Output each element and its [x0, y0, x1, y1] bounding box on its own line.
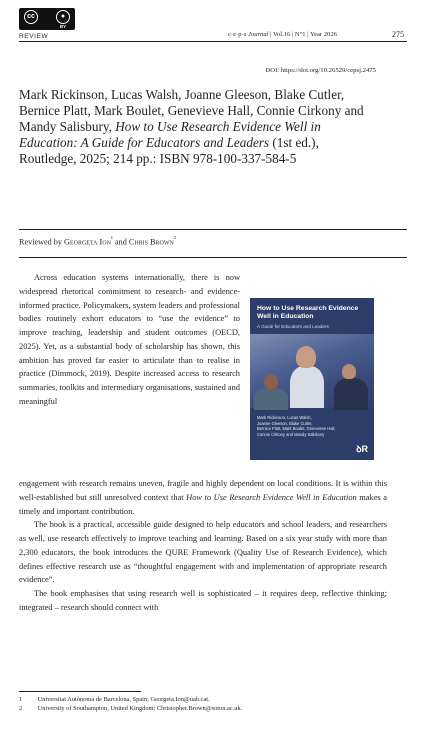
- reviewed-by-line: [19, 236, 176, 247]
- reviewers-rule: [19, 257, 407, 258]
- citation-rule: [19, 229, 407, 230]
- publisher-logo-icon: ꝺR: [356, 444, 368, 454]
- page-number: 275: [392, 30, 404, 39]
- cover-figure: [296, 346, 316, 368]
- reviewer-name: Georgeta Ion: [64, 237, 111, 247]
- footnote-number: 2: [19, 705, 23, 712]
- cover-photo: [250, 334, 374, 408]
- reviewer-name: Chris Brown: [128, 237, 174, 247]
- footnote-text[interactable]: Universitat Autònoma de Barcelona, Spain; Georgeta.Ion@uab.cat.: [37, 696, 210, 703]
- journal-running-head: [228, 31, 337, 38]
- footnote: [19, 705, 242, 712]
- footnote-mark[interactable]: ¹: [110, 236, 113, 243]
- cover-figure: [290, 366, 324, 408]
- body-full-text: [19, 477, 387, 615]
- footnote-mark[interactable]: ²: [173, 236, 176, 243]
- cover-figure: [264, 374, 278, 389]
- citation-details: (1st ed.), Routledge, 2025; 214 pp.: ISBN 978-100-337-584-5: [19, 135, 319, 166]
- paragraph: The book is a practical, accessible guide designed to help educators and school leaders, and researchers as well, use research effectively to improve teaching and learning. Based on a six year study with more than 2,300 educators, the book introduces the QURE Framework (Quality Use of Research Evidence), which defines effective research use as “thoughtful engagement with and implementation of appropriate research evidence”.: [19, 520, 387, 585]
- cover-author-line: Mark Rickinson, Lucas Walsh,: [257, 415, 312, 420]
- cover-figure: [334, 378, 368, 410]
- paragraph: The book emphasises that using research well is sophisticated – it requires deep, reflective thinking; integrated – research should connect with: [19, 589, 387, 612]
- cover-author-line: Joanne Gleeson, Blake Cutler,: [257, 420, 313, 426]
- doi-link[interactable]: DOI: https://doi.org/10.26529/cepsj.2475: [265, 67, 376, 74]
- paragraph: [19, 477, 387, 518]
- citation-title: How to Use Research Evidence Well in Education: A Guide for Educators and Leaders: [19, 119, 321, 150]
- cover-author-line: Bernice Platt, Mark Boulet, Genevieve Hall,: [257, 426, 336, 431]
- cover-title: How to Use Research Evidence Well in Education: [257, 305, 359, 320]
- journal-prefix: c·e·p·s: [228, 31, 247, 38]
- footnote-rule: [19, 691, 141, 692]
- header-rule: [19, 41, 407, 42]
- section-label: REVIEW: [19, 33, 49, 40]
- book-cover-image: [250, 298, 374, 460]
- book-citation: [19, 87, 364, 167]
- cc-by-license-badge[interactable]: [19, 8, 75, 30]
- reviewed-by-connector: and: [115, 237, 127, 247]
- cover-authors: [257, 415, 357, 437]
- paragraph-text: engagement with research remains uneven, fragile and highly dependent on local conditions. It is within this well-established but still unresolved context that: [19, 479, 387, 502]
- reviewed-by-prefix: Reviewed by: [19, 237, 62, 247]
- footnote-text[interactable]: University of Southampton, United Kingdom; Christopher.Brown@soton.ac.uk.: [37, 705, 243, 712]
- paragraph: Across education systems internationally, there is now widespread rhetorical commitment to research- and evidence-informed practice. Policymakers, system leaders and professional bodies routinely exhort educators to “use the evidence” to improve teaching, leadership and student outcomes (OECD, 2025). Yet, as a substantial body of scholarship has shown, this ambition has proved far easier to articulate than to realise in practice (Dimmock, 2019). Despite increased access to research summaries, toolkits and intermediary organisations, sustained and meaningful: [19, 273, 240, 406]
- footnote-number: 1: [19, 696, 23, 703]
- book-title-inline: How to Use Research Evidence Well in Education: [186, 492, 357, 502]
- license-badge-text: BY: [59, 24, 67, 29]
- footnote: [19, 696, 210, 703]
- body-column-text: [19, 271, 240, 409]
- by-person-icon: ●: [56, 10, 70, 24]
- cover-figure: [254, 388, 288, 410]
- citation-authors: Mark Rickinson, Lucas Walsh, Joanne Gleeson, Blake Cutler, Bernice Platt, Mark Boulet, Genevieve Hall, Connie Cirkony and Mandy Salisbury,: [19, 87, 364, 134]
- paragraph-text: makes a timely and important contribution.: [19, 492, 387, 516]
- journal-name: Journal: [247, 31, 269, 38]
- cc-icon: cc: [24, 10, 38, 24]
- cover-subtitle: A Guide for Educators and Leaders: [257, 324, 329, 329]
- journal-issue: | Vol.16 | N°1 | Year 2026: [270, 31, 337, 38]
- cover-figure: [342, 364, 356, 379]
- cover-author-line: Connie Cirkony and Mandy Salisbury: [257, 431, 325, 437]
